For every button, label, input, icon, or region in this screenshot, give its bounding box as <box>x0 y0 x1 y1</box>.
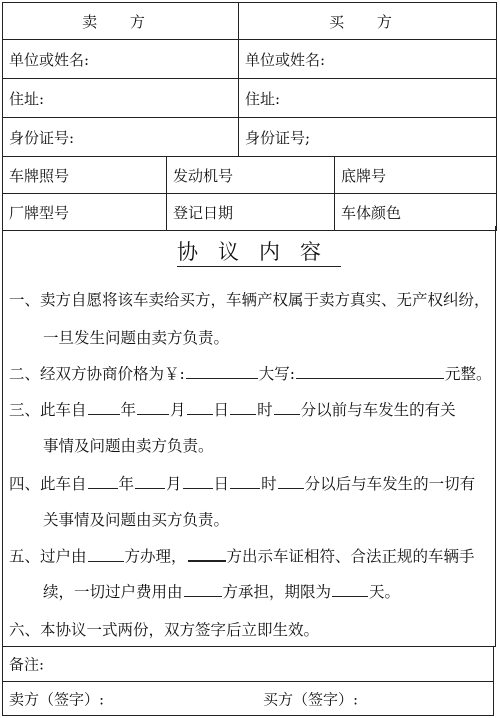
clause-1-line-1: 一、卖方自愿将该车卖给买方，车辆产权属于卖方真实、无产权纠纷， <box>9 291 490 309</box>
clause-5-line-1: 五、过户由 方办理， 方出示车证相符、合法正规的车辆手 <box>9 544 475 567</box>
c3-hour-blank[interactable] <box>230 399 256 416</box>
c4-minute-blank[interactable] <box>278 473 304 490</box>
clause-4-line-1: 四、此车自 年 月 日 时 分以后与车发生的一切有 <box>9 472 475 494</box>
clause-2: 二、经双方协商价格为￥: 大写: 元整。 <box>9 362 491 384</box>
deadline-days-blank[interactable] <box>332 581 368 598</box>
agreement-section <box>2 226 496 647</box>
buyer-header: 买 方 <box>239 3 497 40</box>
c4-month-blank[interactable] <box>135 473 165 490</box>
body-color-field[interactable]: 车体颜色 <box>335 194 497 231</box>
c3-day-blank[interactable] <box>187 399 213 416</box>
c3-minute-blank[interactable] <box>274 399 300 416</box>
seller-id-field[interactable]: 身份证号: <box>3 118 239 157</box>
party-vehicle-table <box>2 2 497 231</box>
price-words-blank[interactable] <box>296 363 444 380</box>
buyer-name-field[interactable]: 单位或姓名: <box>239 40 497 79</box>
clause-3-line-1: 三、此车自 年 月 日 时 分以前与车发生的有关 <box>9 398 456 420</box>
signature-row[interactable] <box>2 682 494 716</box>
seller-address-field[interactable]: 住址: <box>3 79 239 118</box>
clause-5-line-2: 续，一切过户费用由 方承担，期限为 天。 <box>43 580 400 602</box>
c3-month-blank[interactable] <box>137 399 169 416</box>
seller-signature-label: 卖方（签字）: <box>9 690 105 708</box>
c4-hour-blank[interactable] <box>230 473 260 490</box>
buyer-signature-label: 买方（签字）: <box>263 690 359 708</box>
remarks-row[interactable] <box>2 646 494 682</box>
remarks-label: 备注: <box>9 655 45 673</box>
c4-day-blank[interactable] <box>183 473 213 490</box>
agreement-title: 协议内容 <box>3 236 495 266</box>
price-number-blank[interactable] <box>186 363 258 380</box>
transfer-party-blank[interactable] <box>88 545 124 562</box>
registration-date-field[interactable]: 登记日期 <box>167 194 335 231</box>
plate-number-field[interactable]: 车牌照号 <box>3 157 167 194</box>
clause-4-line-2: 关事情及问题由买方负责。 <box>43 511 230 529</box>
certificate-party-blank[interactable] <box>188 544 226 562</box>
clause-6: 六、本协议一式两份，双方签字后立即生效。 <box>9 621 320 639</box>
clause-3-line-2: 事情及问题由卖方负责。 <box>43 437 214 455</box>
chassis-number-field[interactable]: 底牌号 <box>335 157 497 194</box>
c4-year-blank[interactable] <box>88 473 118 490</box>
brand-model-field[interactable]: 厂牌型号 <box>3 194 167 231</box>
buyer-address-field[interactable]: 住址: <box>239 79 497 118</box>
engine-number-field[interactable]: 发动机号 <box>167 157 335 194</box>
c3-year-blank[interactable] <box>88 399 120 416</box>
buyer-id-field[interactable]: 身份证号; <box>239 118 497 157</box>
fee-party-blank[interactable] <box>184 581 222 598</box>
seller-name-field[interactable]: 单位或姓名: <box>3 40 239 79</box>
clause-1-line-2: 一旦发生问题由卖方负责。 <box>43 329 230 347</box>
seller-header: 卖 方 <box>3 3 239 40</box>
